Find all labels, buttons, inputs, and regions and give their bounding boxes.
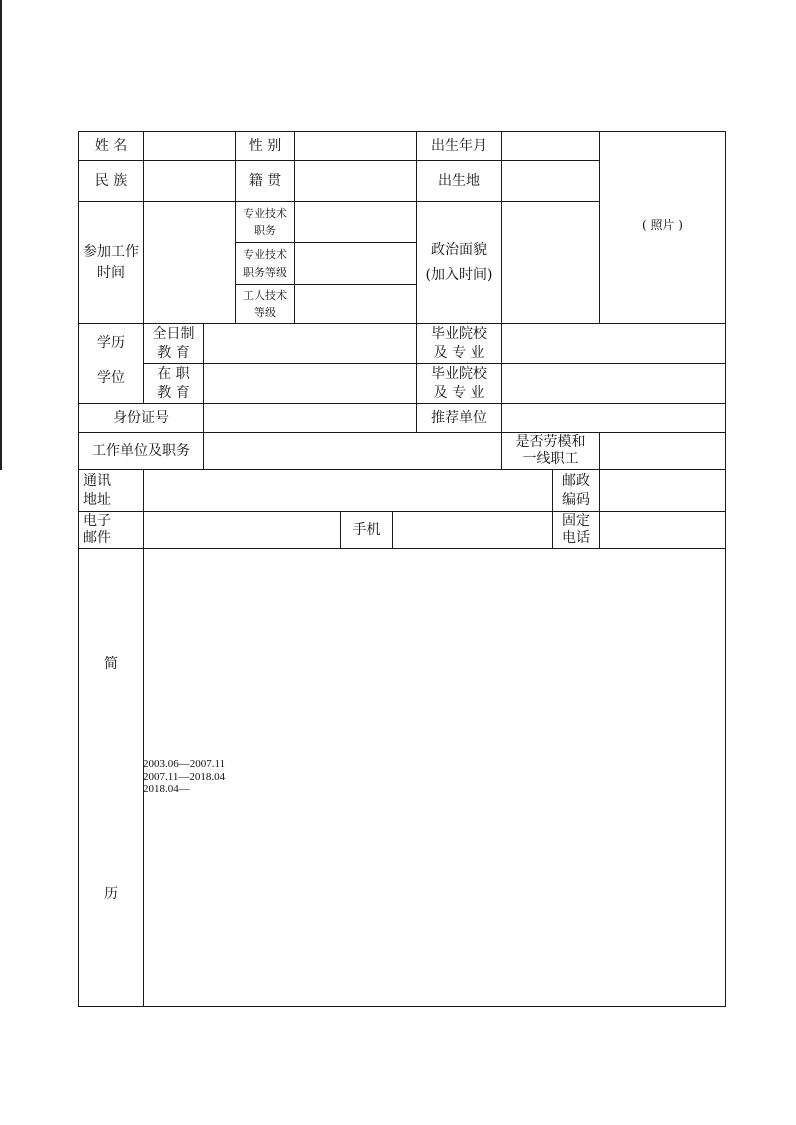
email-line-2: 邮件 bbox=[83, 530, 111, 546]
ethnicity-label: 民 族 bbox=[94, 172, 128, 189]
model-worker-label bbox=[502, 433, 599, 469]
fulltime-edu-line-1: 全日制 bbox=[152, 325, 195, 342]
id-number-label: 身份证号 bbox=[113, 409, 169, 426]
name-field[interactable] bbox=[144, 132, 235, 160]
school-major-1-line-2: 及 专 业 bbox=[433, 344, 485, 361]
work-start-label-text: 参加工作时间 bbox=[83, 244, 139, 281]
phone-line-1: 固定 bbox=[562, 513, 590, 530]
birth-date-field[interactable] bbox=[502, 132, 599, 160]
inservice-edu-label bbox=[144, 364, 203, 403]
id-number-field[interactable] bbox=[204, 404, 416, 432]
mobile-label: 手机 bbox=[352, 521, 381, 538]
phone-field[interactable] bbox=[600, 512, 725, 548]
table-line bbox=[78, 1006, 726, 1007]
postcode-label bbox=[553, 470, 599, 511]
recommend-unit-field[interactable] bbox=[502, 404, 725, 432]
phone-line-2: 电话 bbox=[562, 530, 590, 546]
political-field[interactable] bbox=[502, 202, 599, 323]
tech-title-field[interactable] bbox=[295, 202, 416, 242]
page-edge-shadow bbox=[0, 0, 2, 470]
resume-entry: 2003.06—2007.11 bbox=[143, 758, 226, 770]
phone-label bbox=[553, 512, 599, 548]
table-line bbox=[725, 131, 726, 1007]
education-label: 学历 bbox=[97, 334, 125, 351]
address-line-2: 地址 bbox=[83, 491, 111, 508]
photo-placeholder[interactable]: ( 照片 ) bbox=[642, 218, 683, 233]
work-start-field[interactable] bbox=[144, 202, 235, 323]
political-label bbox=[417, 202, 501, 323]
tech-level-label bbox=[236, 243, 294, 284]
address-field[interactable] bbox=[144, 470, 552, 511]
school-major-label-1 bbox=[417, 324, 501, 363]
resume-entry: 2018.04— bbox=[143, 783, 190, 795]
school-major-1-line-1: 毕业院校 bbox=[431, 325, 487, 342]
model-worker-field[interactable] bbox=[600, 433, 725, 469]
email-field[interactable] bbox=[144, 512, 340, 548]
tech-title-label-text: 专业技术职务 bbox=[243, 206, 287, 237]
email-line-1: 电子 bbox=[83, 513, 111, 530]
work-unit-label: 工作单位及职务 bbox=[92, 442, 190, 459]
fulltime-edu-field[interactable] bbox=[204, 324, 416, 363]
inservice-edu-line-2: 教 育 bbox=[157, 384, 190, 401]
postcode-line-1: 邮政 bbox=[562, 473, 590, 490]
gender-label: 性 别 bbox=[248, 137, 282, 154]
resume-entries bbox=[143, 758, 225, 796]
email-label bbox=[79, 512, 143, 548]
native-place-field[interactable] bbox=[295, 161, 416, 201]
postcode-line-2: 编码 bbox=[562, 491, 590, 508]
degree-label: 学位 bbox=[97, 369, 125, 386]
model-worker-line-1: 是否劳模和 bbox=[515, 433, 586, 450]
political-label-text: 政治面貌 bbox=[431, 241, 487, 258]
worker-level-label-text: 工人技术等级 bbox=[243, 288, 287, 319]
school-major-2-line-1: 毕业院校 bbox=[431, 365, 487, 382]
work-start-label bbox=[79, 202, 143, 323]
resume-field[interactable] bbox=[144, 549, 725, 1006]
fulltime-edu-label bbox=[144, 324, 203, 363]
ethnicity-field[interactable] bbox=[144, 161, 235, 201]
work-unit-field[interactable] bbox=[204, 433, 501, 469]
tech-level-field[interactable] bbox=[295, 243, 416, 284]
worker-level-label bbox=[236, 285, 294, 323]
model-worker-line-2: 一线职工 bbox=[522, 451, 579, 467]
worker-level-field[interactable] bbox=[295, 285, 416, 323]
mobile-field[interactable] bbox=[393, 512, 552, 548]
name-label: 姓 名 bbox=[94, 137, 128, 154]
school-major-field-1[interactable] bbox=[502, 324, 725, 363]
school-major-label-2 bbox=[417, 364, 501, 403]
birthplace-field[interactable] bbox=[502, 161, 599, 201]
tech-level-label-text: 专业技术职务等级 bbox=[243, 248, 287, 279]
school-major-2-line-2: 及 专 业 bbox=[433, 384, 485, 401]
fulltime-edu-line-2: 教 育 bbox=[157, 344, 190, 361]
tech-title-label bbox=[236, 202, 294, 242]
address-line-1: 通讯 bbox=[83, 473, 111, 490]
native-place-label: 籍 贯 bbox=[248, 172, 282, 189]
resume-label-top: 简 bbox=[104, 655, 118, 672]
gender-field[interactable] bbox=[295, 132, 416, 160]
birthplace-label: 出生地 bbox=[438, 172, 480, 189]
school-major-field-2[interactable] bbox=[502, 364, 725, 403]
address-label bbox=[79, 470, 143, 511]
recommend-unit-label: 推荐单位 bbox=[431, 409, 487, 426]
resume-entry: 2007.11—2018.04 bbox=[143, 770, 226, 783]
inservice-edu-field[interactable] bbox=[204, 364, 416, 403]
birth-date-label: 出生年月 bbox=[431, 137, 487, 154]
inservice-edu-line-1: 在 职 bbox=[157, 365, 190, 382]
resume-label-bottom: 历 bbox=[104, 885, 118, 902]
political-sub-label: (加入时间) bbox=[425, 266, 493, 283]
postcode-field[interactable] bbox=[600, 470, 725, 511]
